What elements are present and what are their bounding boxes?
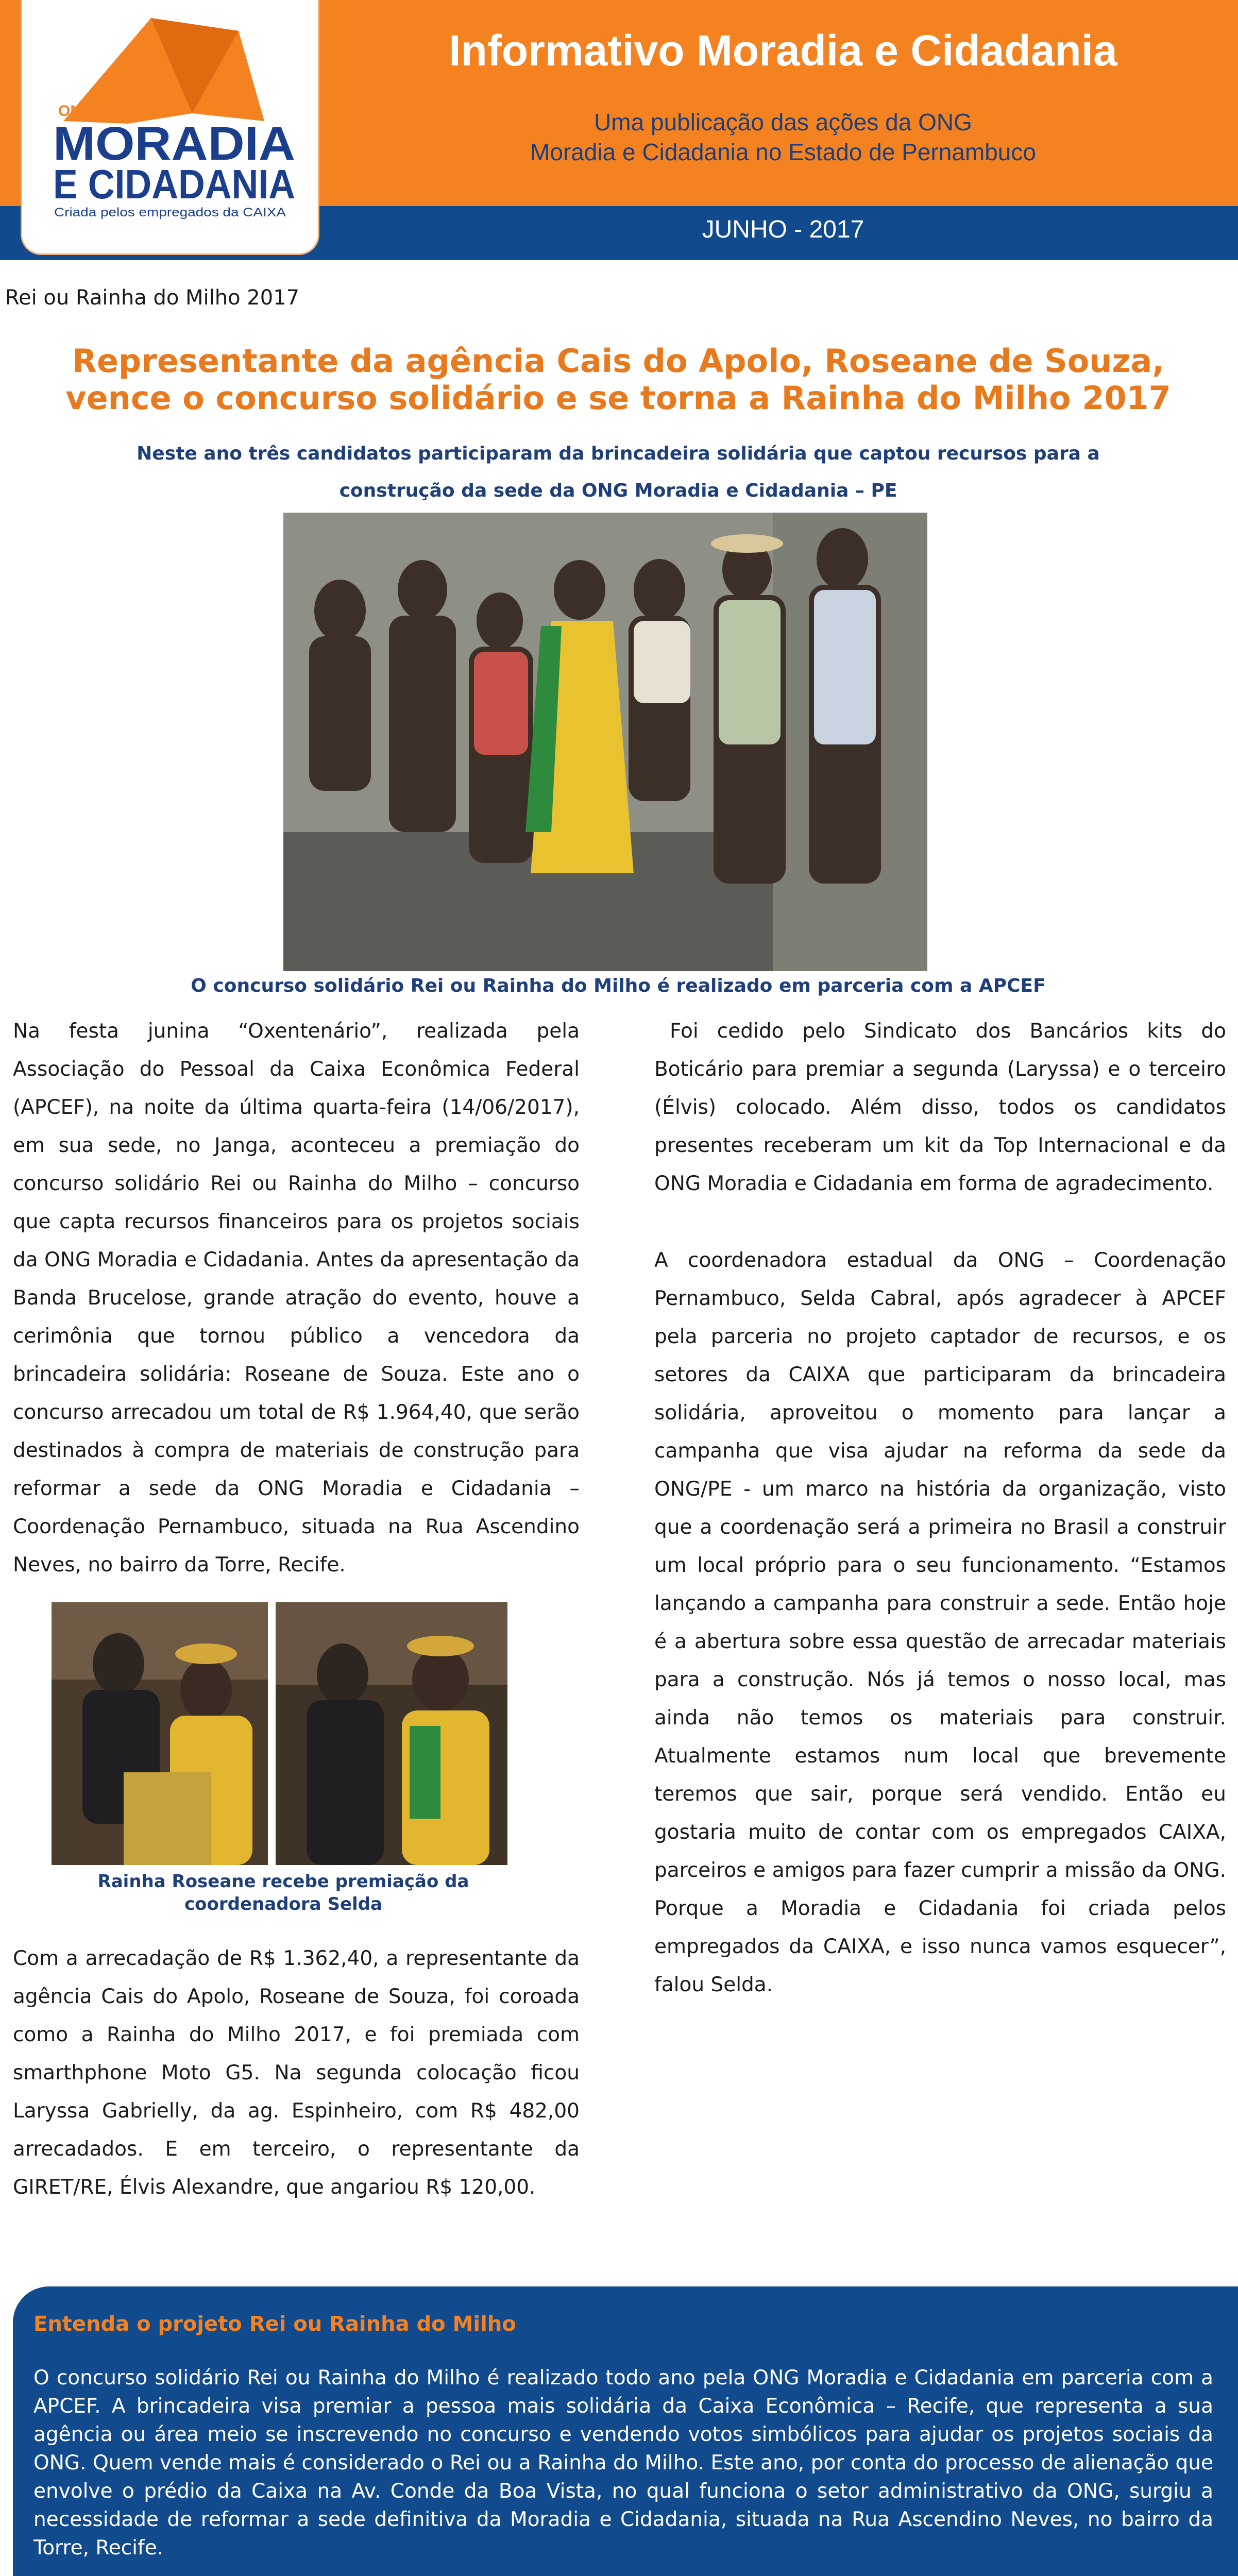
info-box-text: O concurso solidário Rei ou Rainha do Milho é realizado todo ano pela ONG Moradia e Cidadania em parceria com a APCEF. A brincadeira visa premiar a pessoa mais solidária da Caixa Econômica – Recife, que representa a sua agência ou área meio se inscrevendo no concurso e vendendo votos simbólicos para ajudar os projetos sociais da ONG. Quem vende mais é considerado o Rei ou a Rainha do Milho. Este ano, por conta do processo de alienação que envolve o prédio da Caixa na Av. Conde da Boa Vista, no qual funciona o setor administrativo da ONG, surgiu a necessidade de reformar a sede definitiva da Moradia e Cidadania, situada na Rua Ascendino Neves, no bairro da Torre, Recife. [33,2366,1213,2560]
logo-ong-text: ONG [58,103,94,120]
logo-tagline: Criada pelos empregados da CAIXA [54,206,286,219]
logo-cidadania-text: E CIDADANIA [53,161,295,207]
project-info-box [13,2286,1238,2576]
ong-logo [21,0,319,255]
article-paragraph-1: Na festa junina “Oxentenário”, realizada pela Associação do Pessoal da Caixa Econômica Federal (APCEF), na noite da última quarta-feira (14/06/2017), em sua sede, no Janga, aconteceu a premiação do concurso solidário Rei ou Rainha do Milho – concurso que capta recursos financeiros para os projetos sociais da ONG Moradia e Cidadania. Antes da apresentação da Banda Brucelose, grande atração do evento, houve a cerimônia que tornou público a vencedora da brincadeira solidária: Roseane de Souza. Este ano o concurso arrecadou um total de R$ 1.964,40, que serão destinados à compra de materiais de construção para reformar a sede da ONG Moradia e Cidadania – Coordenação Pernambuco, situada na Rua Ascendino Neves, no bairro da Torre, Recife. [13,1020,580,1577]
award-photo-1 [52,1602,268,1865]
award-photo-caption: Rainha Roseane recebe premiação da coordenadora Selda [97,1871,469,1914]
group-photo-caption: O concurso solidário Rei ou Rainha do Milho é realizado em parceria com a APCEF [191,975,1046,996]
info-box-title: Entenda o projeto Rei ou Rainha do Milho [33,2312,516,2336]
article-paragraph-3: Foi cedido pelo Sindicato dos Bancários kits do Boticário para premiar a segunda (Laryssa) e o terceiro (Élvis) colocado. Além disso, todos os candidatos presentes receberam um kit da Top Internacional e da ONG Moradia e Cidadania em forma de agradecimento. [654,1020,1226,1195]
newsletter-subtitle-line2: Moradia e Cidadania no Estado de Pernambuco [530,139,1036,165]
article-paragraph-2: Com a arrecadação de R$ 1.362,40, a representante da agência Cais do Apolo, Roseane de Souza, foi coroada como a Rainha do Milho 2017, e foi premiada com smarthphone Moto G5. Na segunda colocação ficou Laryssa Gabrielly, da ag. Espinheiro, com R$ 482,00 arrecadados. E em terceiro, o representante da GIRET/RE, Élvis Alexandre, que angariou R$ 120,00. [13,1947,580,2199]
article-subhead: Neste ano três candidatos participaram da brincadeira solidária que captou recursos para a construção da sede da ONG Moradia e Cidadania – PE [137,443,1100,501]
logo-moradia-text: MORADIA [53,117,295,170]
article-headline: Representante da agência Cais do Apolo, Roseane de Souza, vence o concurso solidário e se torna a Rainha do Milho 2017 [65,342,1171,417]
award-photo-2 [276,1602,507,1865]
newsletter-subtitle-line1: Uma publicação das ações da ONG [594,109,972,135]
section-label: Rei ou Rainha do Milho 2017 [5,286,300,310]
group-photo [283,513,927,971]
newsletter-title: Informativo Moradia e Cidadania [449,26,1117,75]
newsletter-date: JUNHO - 2017 [702,216,864,243]
newsletter-header [0,0,1238,260]
article-paragraph-4: A coordenadora estadual da ONG – Coordenação Pernambuco, Selda Cabral, após agradecer à APCEF pela parceria no projeto captador de recursos, e os setores da CAIXA que participaram da brincadeira solidária, aproveitou o momento para lançar a campanha que visa ajudar na reforma da sede da ONG/PE - um marco na história da organização, visto que a coordenação será a primeira no Brasil a construir um local próprio para o seu funcionamento. “Estamos lançando a campanha para construir a sede. Então hoje é a abertura sobre essa questão de arrecadar materiais para a construção. Nós já temos o nosso local, mas ainda não temos os materiais para construir. Atualmente estamos num local que brevemente teremos que sair, porque será vendido. Então eu gostaria muito de contar com os empregados CAIXA, parceiros e amigos para fazer cumprir a missão da ONG. Porque a Moradia e Cidadania foi criada pelos empregados da CAIXA, e isso nunca vamos esquecer”, falou Selda. [654,1249,1226,1996]
logo-house-icon [22,0,321,255]
